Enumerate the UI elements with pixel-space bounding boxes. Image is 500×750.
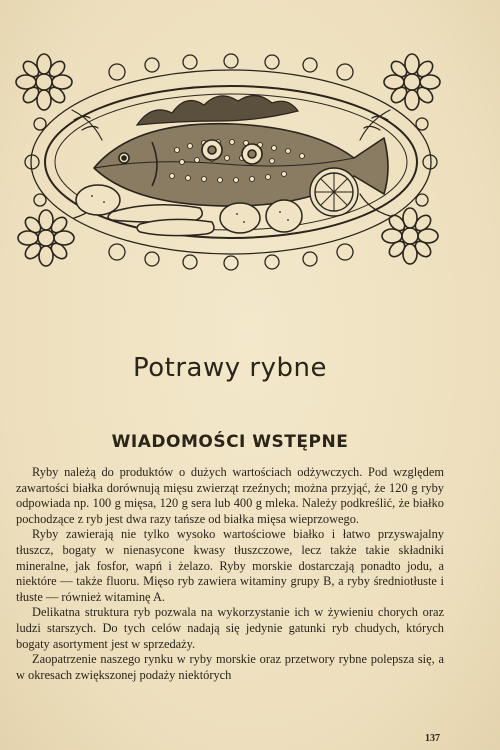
section-title: WIADOMOŚCI WSTĘPNE — [111, 432, 349, 453]
paragraph: Ryby należą do produktów o dużych wartościach odżywczych. Pod względem zawartości białka dorównują mięsu zwierząt rzeźnych; można przyjąć, że 120 g ryby odpowiada np. 100 g mięsa, 120 g sera lub 400 g mleka. Należy podkreślić, że białko pochodzące z ryb jest dwa razy tańsze od białka mięsa wieprzowego. — [16, 465, 444, 526]
paragraph: Delikatna struktura ryb pozwala na wykorzystanie ich w żywieniu chorych oraz ludzi starszych. Do tych celów nadają się jedynie gatunki ryb chudych, których bogaty asortyment jest w sprzedaży. — [16, 605, 444, 651]
paragraph: Zaopatrzenie naszego rynku w ryby morskie oraz przetwory rybne polepsza się, a w okresach zwiększonej podaży niektórych — [16, 652, 444, 682]
lettuce-garnish — [137, 95, 298, 125]
fish-platter-illustration — [12, 50, 450, 275]
page-number: 137 — [425, 733, 440, 744]
paragraph: Ryby zawierają nie tylko wysoko wartościowe białko i łatwo przyswajalny tłuszcz, bogaty w nienasycone kwasy tłuszczowe, lecz także takie składniki mineralne, jak fosfor, wapń i żelazo. Ryby morskie dostarczają ponadto jodu, a niektóre — także fluoru. Mięso ryb zawiera witaminy grupy B, a ryby średniotłuste i tłuste — również witaminę A. — [16, 527, 444, 604]
chapter-title: Potrawy rybne — [133, 353, 327, 384]
flower-top-left-icon — [16, 54, 72, 110]
flower-bottom-left-icon — [18, 210, 74, 266]
lemon-slice-icon — [310, 168, 358, 216]
body-text — [16, 465, 444, 683]
flower-top-right-icon — [384, 54, 440, 110]
